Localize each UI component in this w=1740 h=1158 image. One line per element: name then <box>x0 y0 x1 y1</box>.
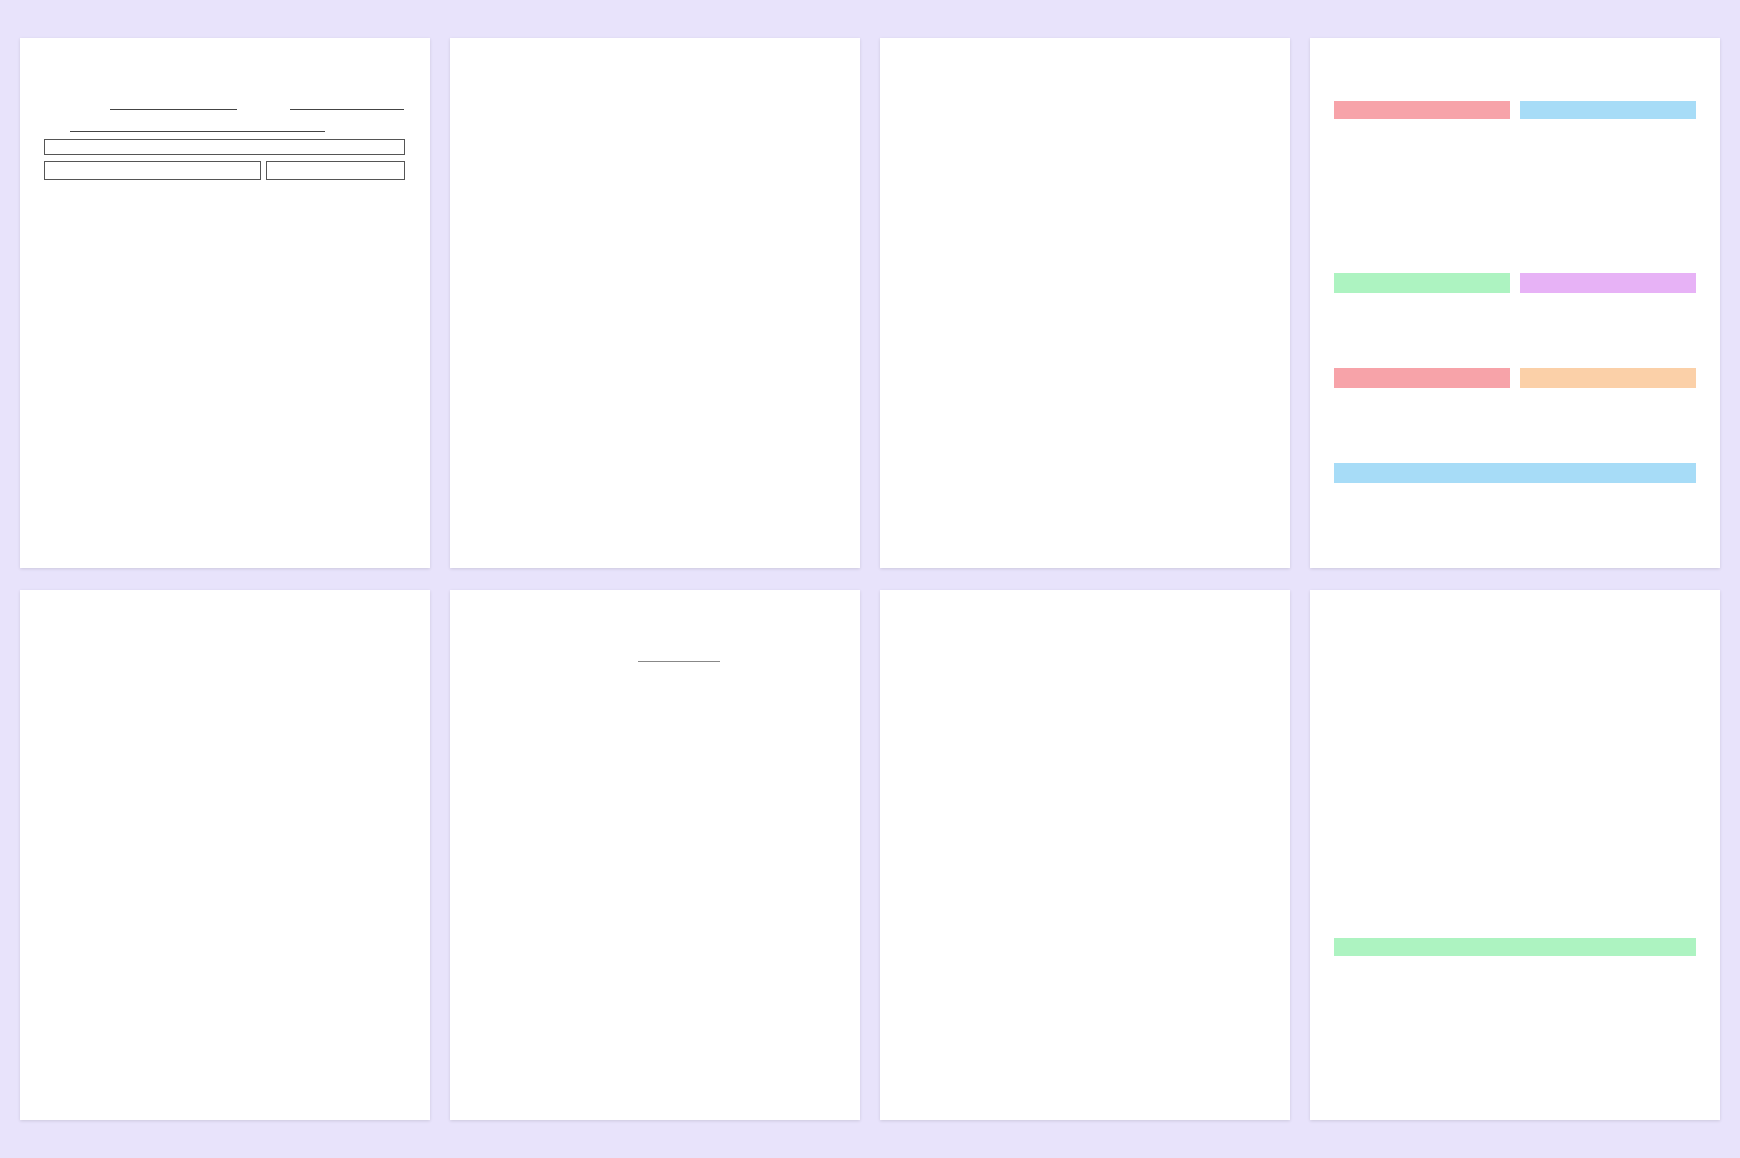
my-emotional-header <box>1334 101 1510 119</box>
my-social-life-header <box>1334 273 1510 293</box>
wellness-checklist-page <box>450 590 860 1120</box>
weekly-wellness-journal-page <box>450 38 860 568</box>
my-physical-life-header <box>1520 273 1696 293</box>
habit-to-start-header <box>1334 368 1510 388</box>
bed-time-box[interactable] <box>266 161 405 180</box>
color-codes-header <box>1334 938 1696 956</box>
sleep-tracker-page <box>880 590 1290 1120</box>
notes-header <box>1334 463 1696 483</box>
wellness-tracker-page <box>20 590 430 1120</box>
habit-to-stop-header <box>1520 368 1696 388</box>
energy-level-bar[interactable] <box>44 139 405 155</box>
water-box[interactable] <box>44 161 261 180</box>
daily-wellness-planner-page <box>20 38 430 568</box>
wellness-goals-page <box>880 38 1290 568</box>
my-spiritual-header <box>1520 101 1696 119</box>
mood-tracker-page <box>1310 590 1720 1120</box>
wellness-intention-page <box>1310 38 1720 568</box>
